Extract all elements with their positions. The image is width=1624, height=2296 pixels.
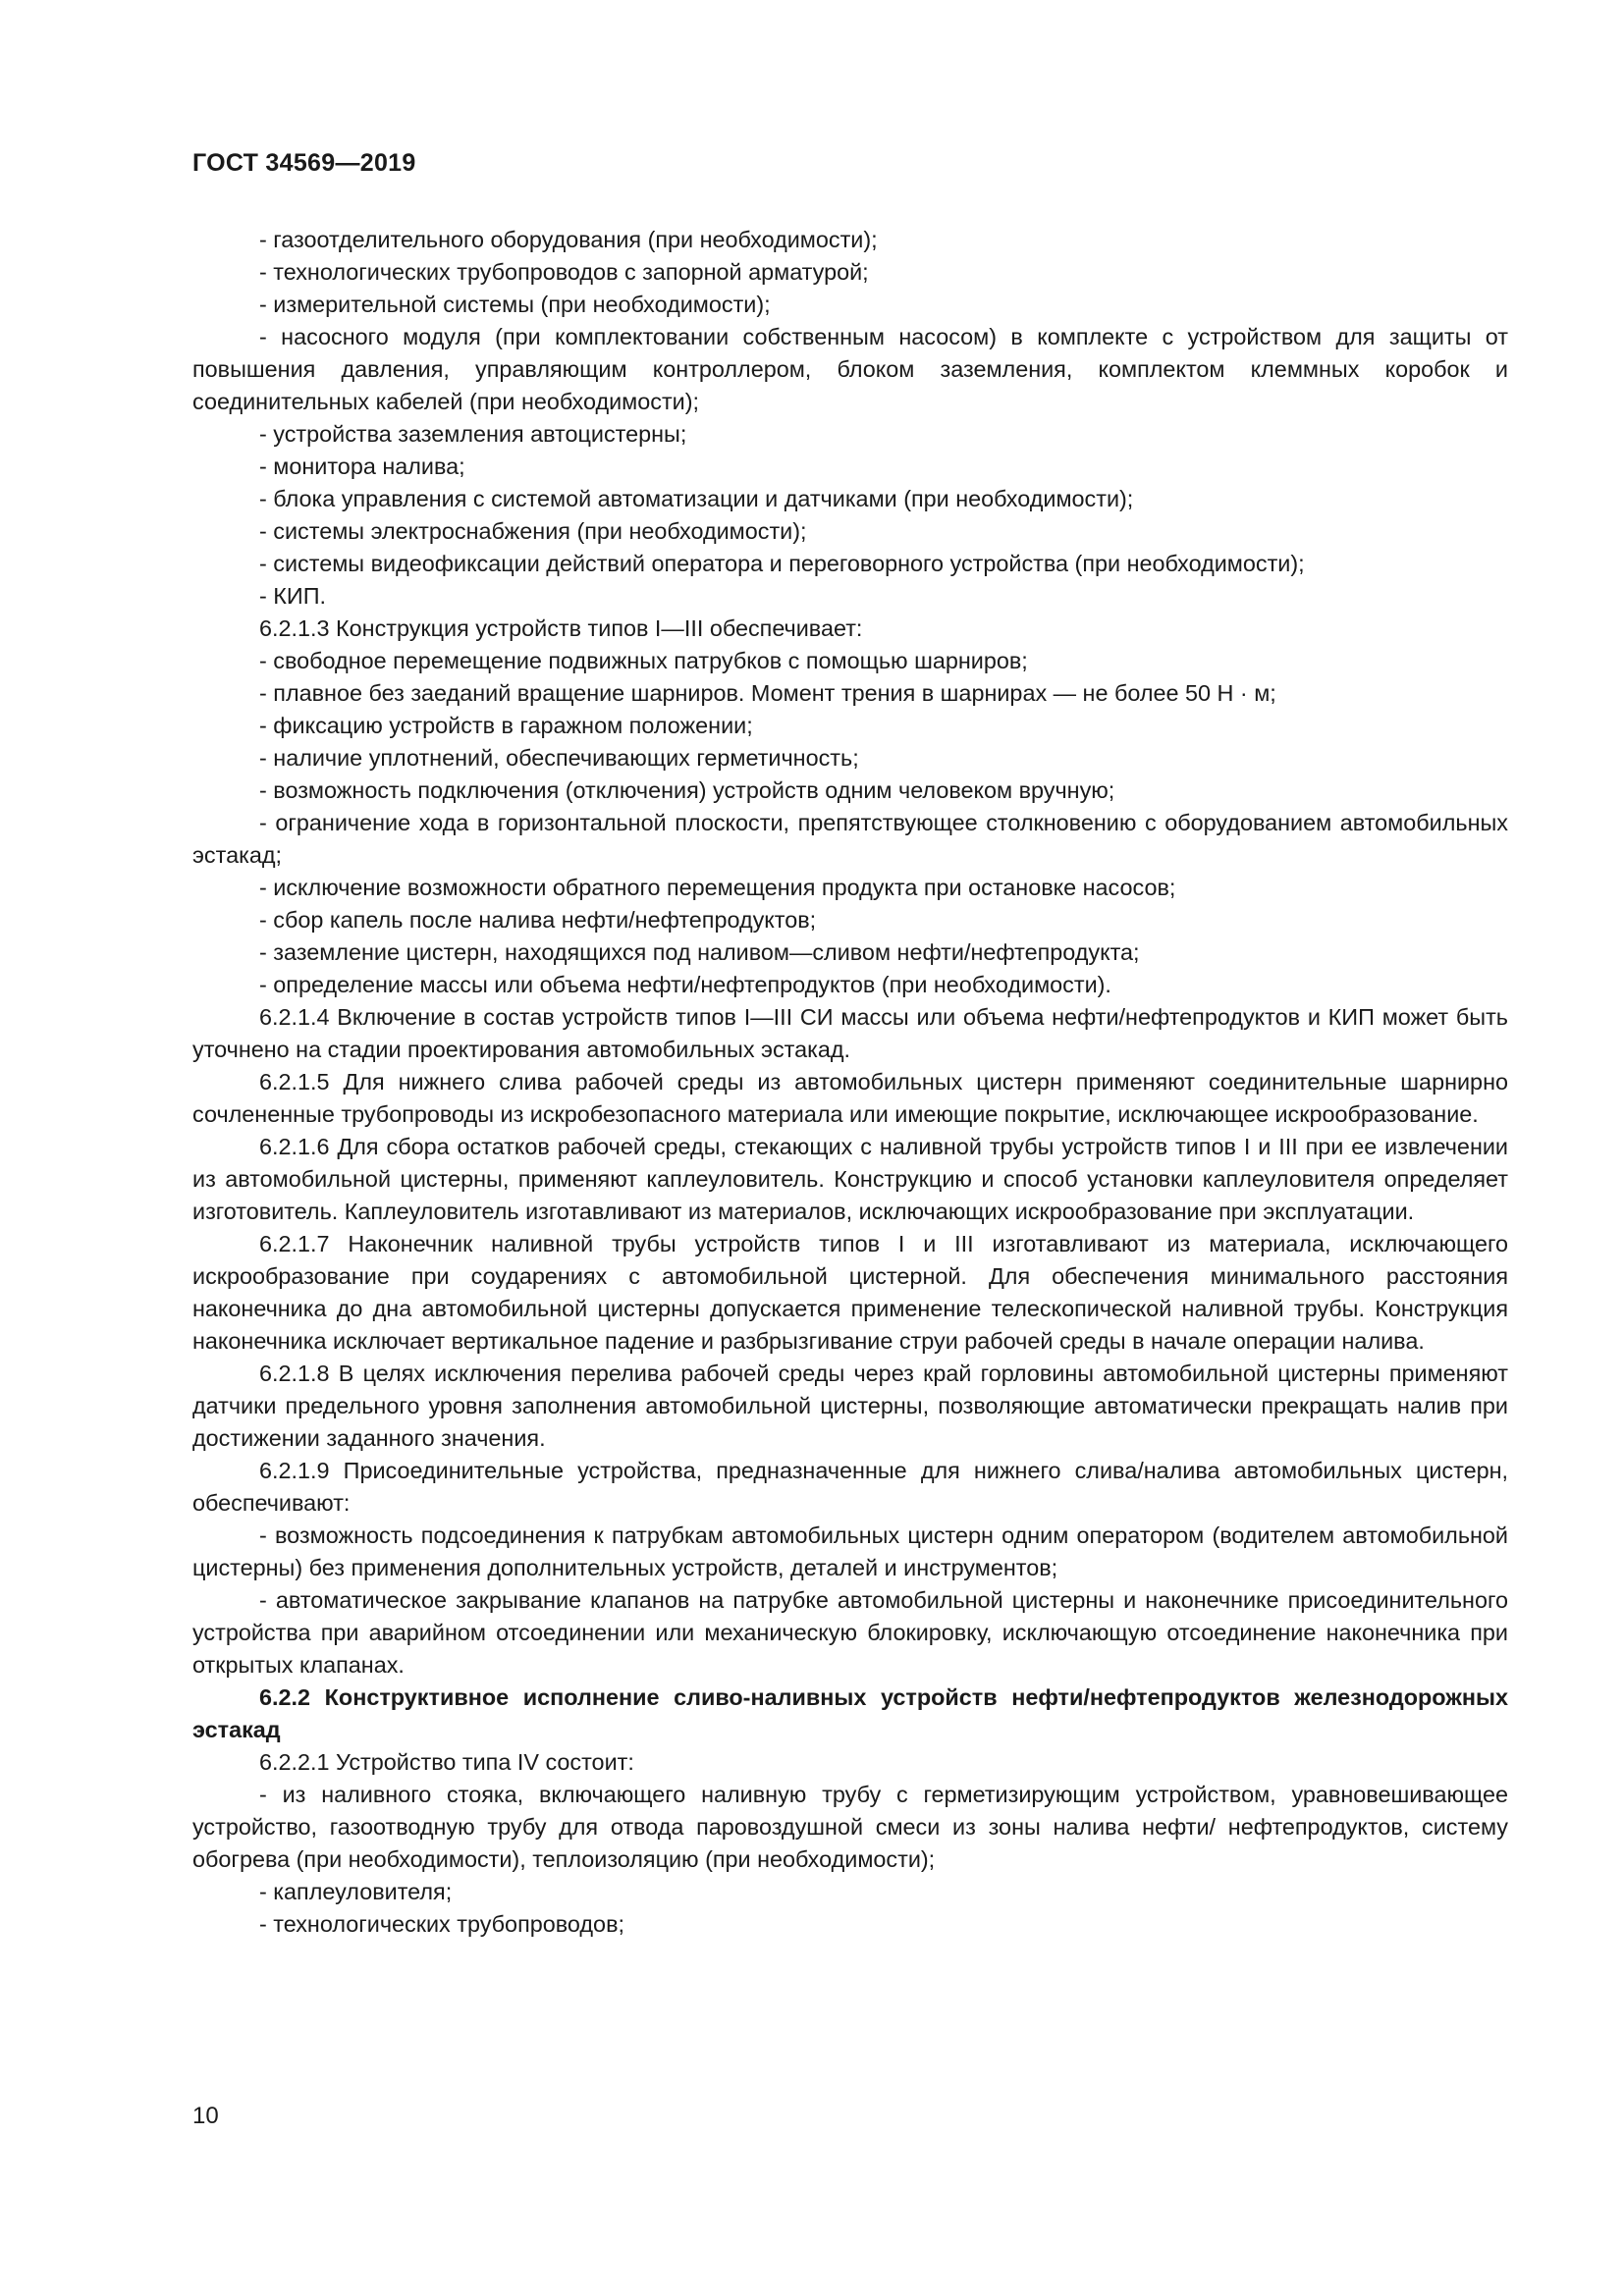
paragraph: - технологических трубопроводов;	[259, 1911, 624, 1937]
paragraph: - свободное перемещение подвижных патрубков с помощью шарниров;	[259, 648, 1028, 673]
paragraph: - наличие уплотнений, обеспечивающих герметичность;	[259, 745, 859, 771]
paragraph: - возможность подключения (отключения) устройств одним человеком вручную;	[259, 777, 1115, 803]
clause-paragraph: 6.2.1.5 Для нижнего слива рабочей среды из автомобильных цистерн применяют соединительные шарнирно сочлененные трубопроводы из искробезопасного материала или имеющие покрытие, исключающее искрообразование.	[192, 1069, 1508, 1127]
paragraph: - системы видеофиксации действий оператора и переговорного устройства (при необходимости);	[259, 551, 1305, 576]
clause-paragraph: 6.2.2.1 Устройство типа IV состоит:	[259, 1749, 634, 1775]
paragraph: - сбор капель после налива нефти/нефтепродуктов;	[259, 907, 817, 933]
paragraph: - определение массы или объема нефти/нефтепродуктов (при необходимости).	[259, 972, 1111, 997]
clause-paragraph: 6.2.1.6 Для сбора остатков рабочей среды, стекающих с наливной трубы устройств типов I и III при ее извлечении из автомобильной цистерны, применяют каплеуловитель. Конструкцию и способ установки каплеуловителя определяет изготовитель. Каплеуловитель изготавливают из материалов, исключающих искрообразование при эксплуатации.	[192, 1134, 1508, 1224]
paragraph: - блока управления с системой автоматизации и датчиками (при необходимости);	[259, 486, 1134, 511]
page-number: 10	[192, 2103, 219, 2129]
paragraph: - газоотделительного оборудования (при необходимости);	[259, 227, 878, 252]
clause-paragraph: 6.2.1.9 Присоединительные устройства, предназначенные для нижнего слива/налива автомобильных цистерн, обеспечивают:	[192, 1458, 1508, 1516]
document-body	[192, 224, 1508, 1941]
paragraph: - плавное без заеданий вращение шарниров. Момент трения в шарнирах — не более 50 Н · м;	[259, 680, 1276, 706]
clause-paragraph: 6.2.1.7 Наконечник наливной трубы устройств типов I и III изготавливают из материала, исключающего искрообразование при соударениях с автомобильной цистерной. Для обеспечения минимального расстояния наконечника до дна автомобильной цистерны допускается применение телескопической наливной трубы. Конструкция наконечника исключает вертикальное падение и разбрызгивание струи рабочей среды в начале операции налива.	[192, 1231, 1508, 1354]
paragraph: - технологических трубопроводов с запорной арматурой;	[259, 259, 869, 285]
clause-paragraph: 6.2.1.3 Конструкция устройств типов I—III обеспечивает:	[259, 615, 863, 641]
paragraph: - заземление цистерн, находящихся под наливом—сливом нефти/нефтепродукта;	[259, 939, 1140, 965]
paragraph: - исключение возможности обратного перемещения продукта при остановке насосов;	[259, 875, 1176, 900]
paragraph: - устройства заземления автоцистерны;	[259, 421, 687, 447]
paragraph: - измерительной системы (при необходимости);	[259, 292, 771, 317]
paragraph: - монитора налива;	[259, 454, 465, 479]
paragraph: - автоматическое закрывание клапанов на патрубке автомобильной цистерны и наконечнике присоединительного устройства при аварийном отсоединении или механическую блокировку, исключающую отсоединение наконечника при открытых клапанах.	[192, 1587, 1508, 1678]
paragraph: - фиксацию устройств в гаражном положении;	[259, 713, 753, 738]
document-code-header: ГОСТ 34569—2019	[192, 149, 416, 177]
paragraph: - системы электроснабжения (при необходимости);	[259, 518, 807, 544]
section-heading: 6.2.2 Конструктивное исполнение сливо-наливных устройств нефти/нефтепродуктов железнодорожных эстакад	[192, 1684, 1508, 1742]
paragraph: - из наливного стояка, включающего наливную трубу с герметизирующим устройством, уравновешивающее устройство, газоотводную трубу для отвода паровоздушной смеси из зоны налива нефти/ нефтепродуктов, систему обогрева (при необходимости), теплоизоляцию (при необходимости);	[192, 1782, 1508, 1872]
paragraph: - насосного модуля (при комплектовании собственным насосом) в комплекте с устройством для защиты от повышения давления, управляющим контроллером, блоком заземления, комплектом клеммных коробок и соединительных кабелей (при необходимости);	[192, 324, 1508, 414]
paragraph: - КИП.	[259, 583, 327, 609]
clause-paragraph: 6.2.1.8 В целях исключения перелива рабочей среды через край горловины автомобильной цистерны применяют датчики предельного уровня заполнения автомобильной цистерны, позволяющие автоматически прекращать налив при достижении заданного значения.	[192, 1361, 1508, 1451]
paragraph: - возможность подсоединения к патрубкам автомобильных цистерн одним оператором (водителем автомобильной цистерны) без применения дополнительных устройств, деталей и инструментов;	[192, 1522, 1508, 1580]
paragraph: - каплеуловителя;	[259, 1879, 453, 1904]
paragraph: - ограничение хода в горизонтальной плоскости, препятствующее столкновению с оборудованием автомобильных эстакад;	[192, 810, 1508, 868]
clause-paragraph: 6.2.1.4 Включение в состав устройств типов I—III СИ массы или объема нефти/нефтепродуктов и КИП может быть уточнено на стадии проектирования автомобильных эстакад.	[192, 1004, 1508, 1062]
